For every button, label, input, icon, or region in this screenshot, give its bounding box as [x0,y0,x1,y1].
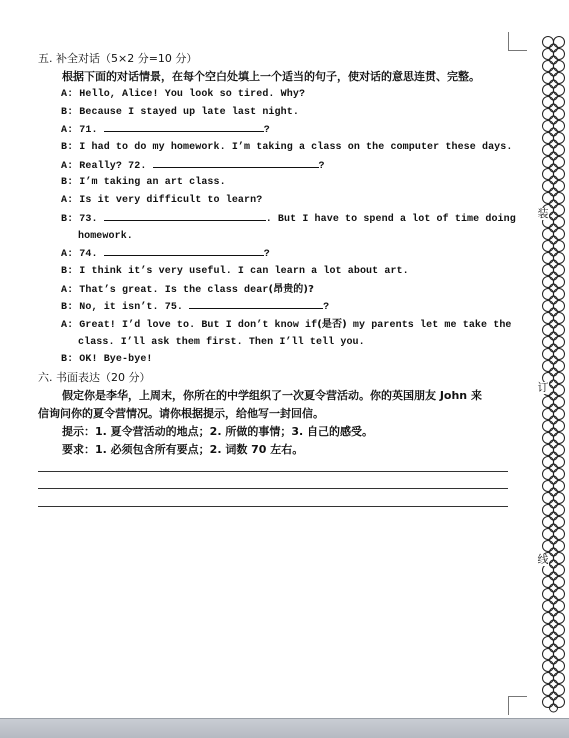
section5-title: 五. 补全对话（5×2 分=10 分） [38,52,198,65]
writing-prompt-line: 假定你是李华，上周末，你所在的中学组织了一次夏令营活动。你的英国朋友 John 来 [62,389,482,402]
binding-chain-border [541,36,567,716]
writing-line[interactable] [38,488,508,489]
dialogue-text: B: No, it isn’t. 75. [61,302,184,314]
dialogue-line: B: I’m taking an art class. [61,177,226,189]
dialogue-text: ? [323,302,330,314]
dialogue-line [61,121,514,139]
writing-line[interactable] [38,506,508,507]
dialogue-line [61,298,514,316]
window-bottom-bar [0,718,569,738]
writing-hint: 提示：1. 夏令营活动的地点；2. 所做的事情；3. 自己的感受。 [62,425,373,438]
binding-mark-zhuang: 装 [537,207,549,220]
dialogue-text: A: Great! I’d love to. But I don’t know if [61,319,318,331]
dialogue-text: A: 71. [61,125,98,137]
binding-mark-ding: 订 [537,381,549,394]
writing-requirement: 要求：1. 必须包含所有要点；2. 词数 70 左右。 [62,443,304,456]
dialogue-text: A: 74. [61,249,98,261]
dialogue-text: ? [263,249,270,261]
dialogue-line: B: I had to do my homework. I’m taking a class on the computer these days. [61,142,513,154]
dialogue-line [61,316,514,334]
dialogue-text: . But I have to spend a lot of time doing [265,213,516,225]
answer-blank-73[interactable] [104,210,266,221]
answer-blank-74[interactable] [104,245,264,256]
dialogue-line [61,245,514,263]
dialogue-text: my parents let me take the [346,319,512,331]
dialogue-line: B: OK! Bye-bye! [61,354,153,366]
dialogue-line: A: Is it very difficult to learn? [61,195,263,207]
writing-line[interactable] [38,471,508,472]
crop-mark-bottom [508,696,527,715]
answer-blank-72[interactable] [153,157,319,168]
section5-instruction: 根据下面的对话情景，在每个空白处填上一个适当的句子，使对话的意思连贯、完整。 [62,70,480,83]
binding-mark-xian: 线 [537,553,549,566]
crop-mark-top [508,32,527,51]
answer-blank-75[interactable] [189,298,323,309]
dialogue-gloss: (是否) [317,318,347,330]
section6-title: 六. 书面表达（20 分） [38,371,151,384]
dialogue-line: A: Hello, Alice! You look so tired. Why? [61,89,306,100]
dialogue-text: ? [263,125,270,137]
dialogue-line-continued: homework. [78,230,133,242]
dialogue-line: B: I think it’s very useful. I can learn a lot about art. [61,265,409,277]
answer-blank-71[interactable] [104,121,264,132]
dialogue-line [61,281,514,299]
dialogue-line [61,157,514,175]
dialogue-text: A: That’s great. Is the class dear [61,284,269,296]
writing-prompt-line: 信询问你的夏令营情况。请你根据提示，给他写一封回信。 [38,407,324,420]
dialogue-line: B: Because I stayed up late last night. [61,106,299,118]
dialogue-text: A: Really? 72. [61,160,147,172]
dialogue-line-continued: class. I’ll ask them first. Then I’ll tell you. [78,336,365,348]
dialogue-line [61,210,514,228]
dialogue-text: ? [318,160,325,172]
document-body [38,50,514,459]
dialogue-text: B: 73. [61,213,98,225]
dialogue-gloss: (昂贵的)? [268,283,314,295]
